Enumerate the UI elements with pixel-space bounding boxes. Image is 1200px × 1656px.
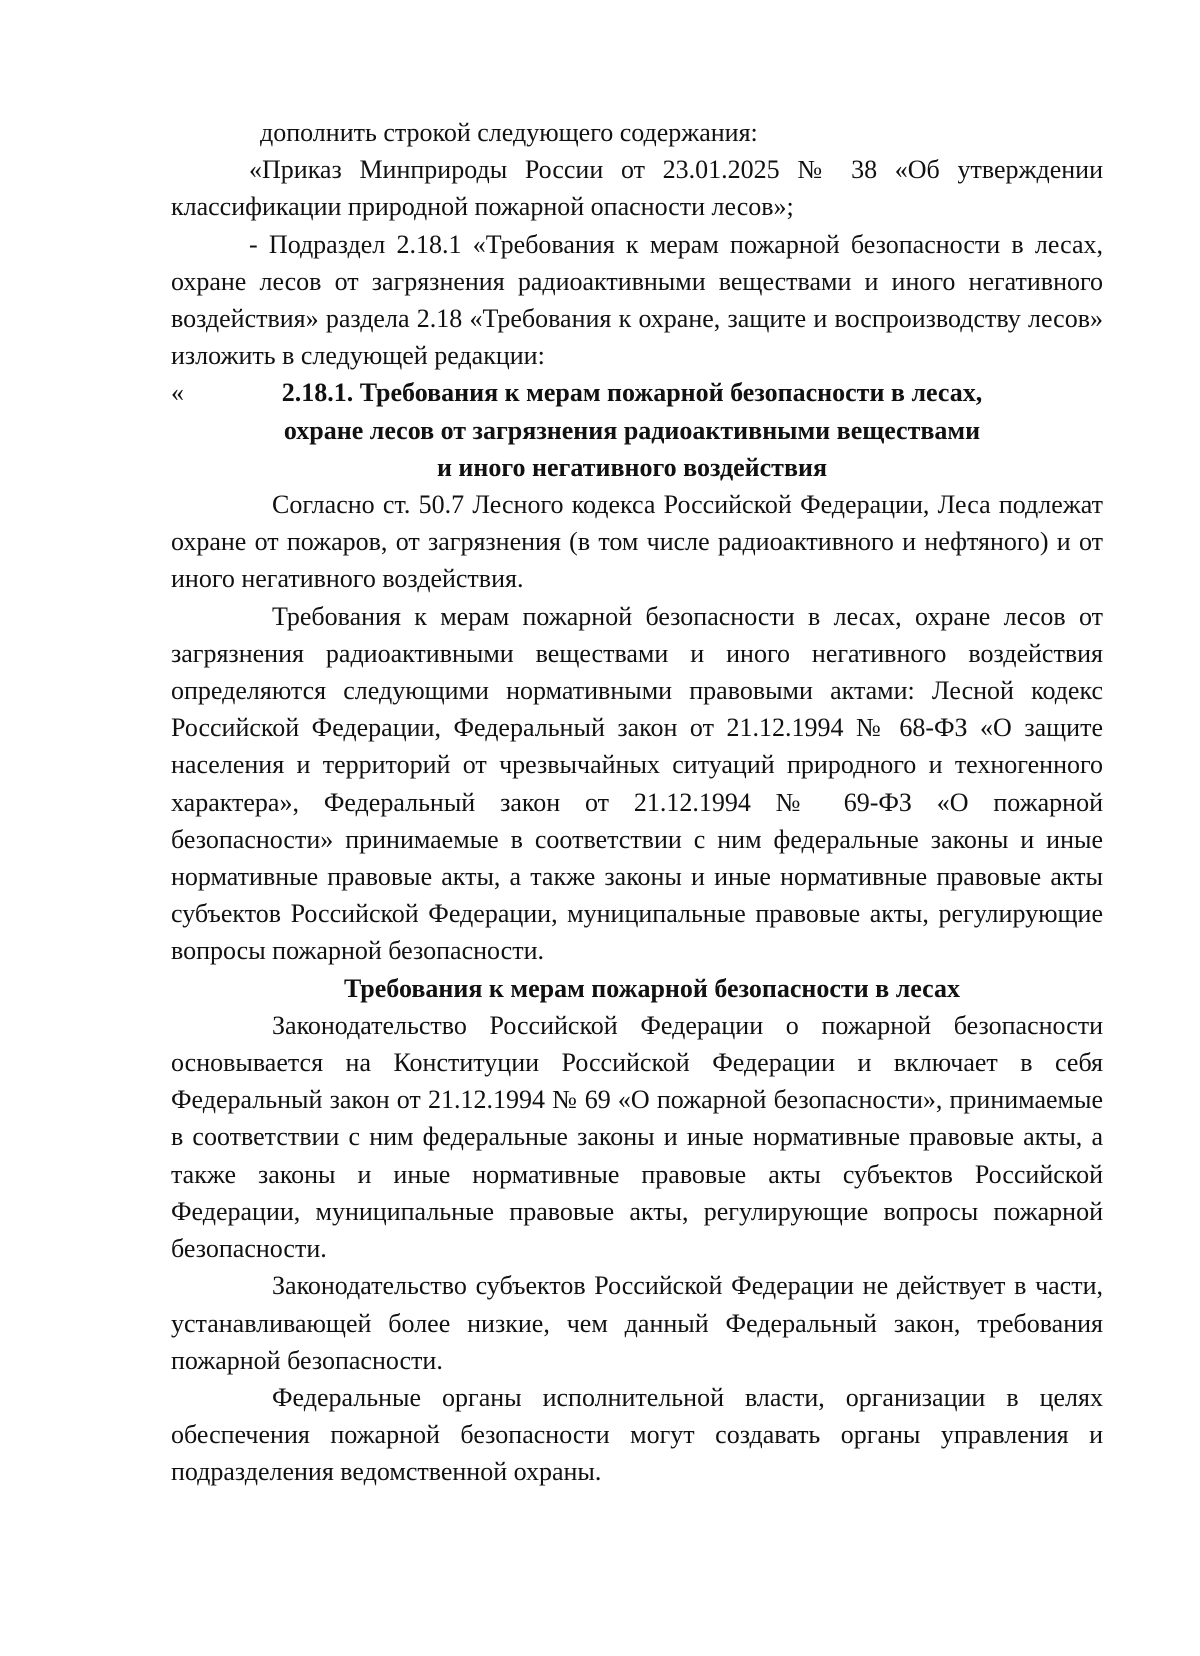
paragraph-normative-acts: Требования к мерам пожарной безопасности в лесах, охране лесов от загрязнения радиоактивными веществами и иного негативного воздействия определяются следующими нормативными правовыми актами: Лесной кодекс Российской Федерации, Федеральный закон от 21.12.1994 № 68-ФЗ «О защите населения и территорий от чрезвычайных ситуаций природного и техногенного характера», Федеральный закон от 21.12.1994 № 69-ФЗ «О пожарной безопасности» принимаемые в соответствии с ним федеральные законы и иные нормативные правовые акты, а также законы и иные нормативные правовые акты субъектов Российской Федерации, муниципальные правовые акты, регулирующие вопросы пожарной безопасности. [171,601,1103,966]
section-heading-line-1: 2.18.1. Требования к мерам пожарной безопасности в лесах, [281,378,983,408]
paragraph-supplement: дополнить строкой следующего содержания: [260,118,758,147]
opening-quote-mark: « [171,378,184,408]
paragraph-legislation-basis: Законодательство Российской Федерации о пожарной безопасности основывается на Конституции Российской Федерации и включает в себя Федеральный закон от 21.12.1994 № 69 «О пожарной безопасности», принимаемые в соответствии с ним федеральные законы и иные нормативные правовые акты, а также законы и иные нормативные правовые акты субъектов Российской Федерации, муниципальные правовые акты, регулирующие вопросы пожарной безопасности. [171,1010,1103,1264]
subheading-fire-safety: Требования к мерам пожарной безопасности в лесах [343,973,961,1003]
paragraph-regional-legislation: Законодательство субъектов Российской Федерации не действует в части, устанавливающей более низкие, чем данный Федеральный закон, требования пожарной безопасности. [171,1271,1103,1375]
section-heading-line-3: и иного негативного воздействия [436,452,828,482]
section-heading-block [171,374,1103,486]
paragraph-order-citation: «Приказ Минприроды России от 23.01.2025 № 38 «Об утверждении классификации природной пожарной опасности лесов»; [171,155,1103,222]
paragraph-subsection-amendment: - Подраздел 2.18.1 «Требования к мерам пожарной безопасности в лесах, охране лесов от загрязнения радиоактивными веществами и иного негативного воздействия» раздела 2.18 «Требования к охране, защите и воспроизводству лесов» изложить в следующей редакции: [171,229,1103,371]
section-heading-line-2: охране лесов от загрязнения радиоактивными веществами [283,415,981,445]
paragraph-federal-bodies: Федеральные органы исполнительной власти, организации в целях обеспечения пожарной безопасности могут создавать органы управления и подразделения ведомственной охраны. [171,1382,1103,1487]
document-body [171,114,1103,1491]
paragraph-forest-code: Согласно ст. 50.7 Лесного кодекса Российской Федерации, Леса подлежат охране от пожаров, от загрязнения (в том числе радиоактивного и нефтяного) и от иного негативного воздействия. [171,490,1103,594]
